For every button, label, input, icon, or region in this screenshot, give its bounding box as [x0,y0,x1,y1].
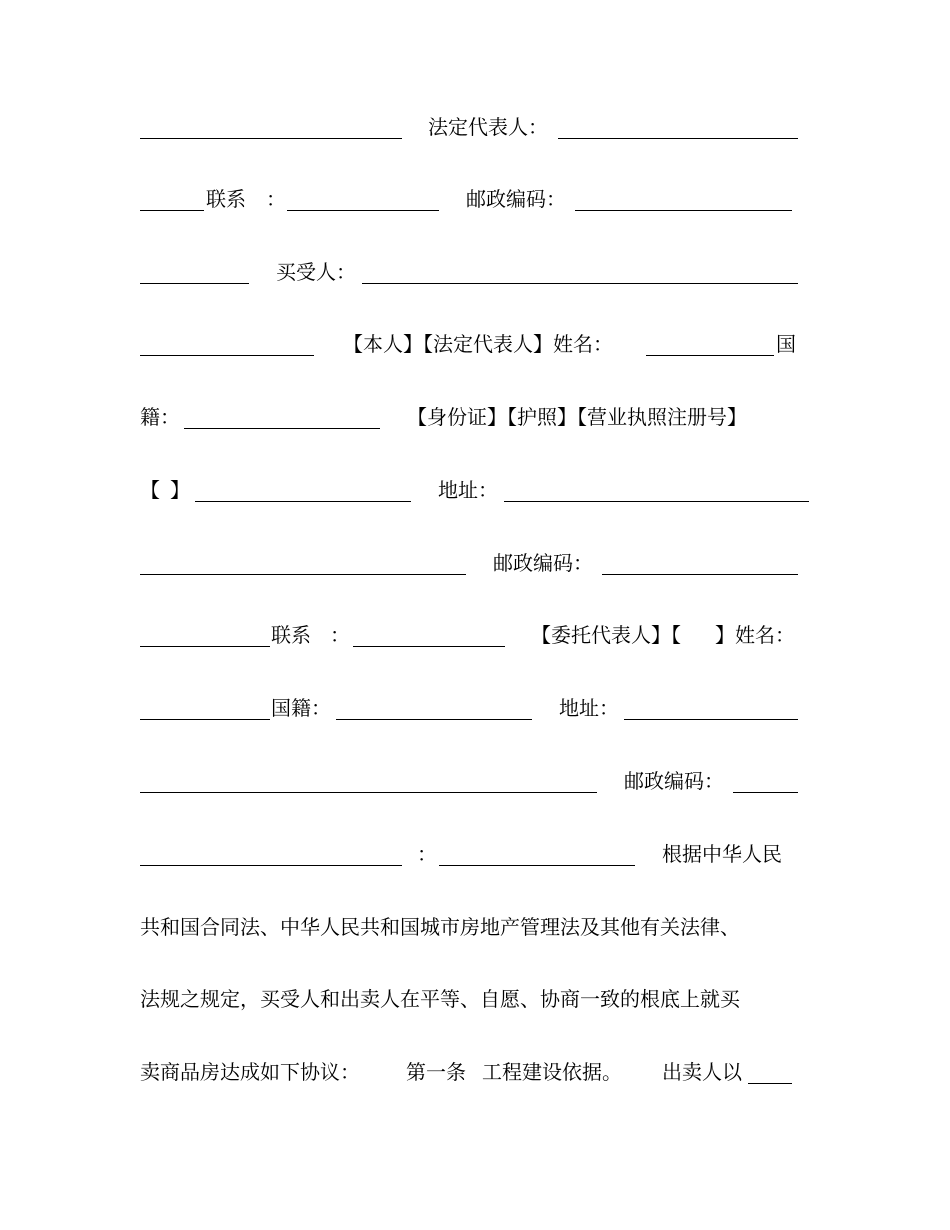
article-number: 第一条 [406,1060,466,1084]
agent-label: 【委托代表人】【 [531,623,681,647]
text-line [0,475,950,515]
contact-label: 联系 [271,623,311,647]
blank-line[interactable] [336,719,532,720]
colon-label: ： [266,187,286,211]
blank-line[interactable] [353,646,505,647]
postal-code-label: 邮政编码： [493,551,593,575]
blank-line[interactable] [575,210,792,211]
colon-label: ： [330,623,350,647]
blank-line[interactable] [184,428,380,429]
blank-line[interactable] [140,719,270,720]
text-line [0,184,950,224]
blank-line[interactable] [439,865,635,866]
nationality-label: 国籍： [271,696,331,720]
blank-line[interactable] [733,792,798,793]
paragraph-text: 根据中华人民 [662,842,782,866]
text-line [0,984,950,1024]
paragraph-text: 法规之规定，买受人和出卖人在平等、自愿、协商一致的根底上就买 [140,987,740,1011]
address-label: 地址： [559,696,619,720]
nationality-start-label: 国 [776,332,796,356]
blank-line[interactable] [362,283,798,284]
id-type-label: 【身份证】【护照】【营业执照注册号】 [407,405,747,429]
text-line [0,329,950,369]
text-line [0,257,950,297]
blank-line[interactable] [195,501,411,502]
agent-name-label: 】姓名： [715,623,795,647]
text-line [0,548,950,588]
blank-line[interactable] [624,719,798,720]
legal-representative-label: 法定代表人： [428,115,548,139]
blank-line[interactable] [140,355,314,356]
address-label: 地址： [438,478,498,502]
text-line [0,839,950,879]
text-line [0,766,950,806]
blank-line[interactable] [140,865,402,866]
text-line [0,912,950,952]
text-line [0,402,950,442]
text-line [0,1057,950,1097]
postal-code-label: 邮政编码： [466,187,566,211]
colon-label: ： [417,842,437,866]
bracket-open: 【 [140,478,160,502]
text-line [0,112,950,152]
blank-line[interactable] [140,138,402,139]
blank-line[interactable] [504,501,809,502]
postal-code-label: 邮政编码： [624,769,724,793]
blank-line[interactable] [558,138,798,139]
text-line [0,620,950,660]
paragraph-text: 出卖人以 [662,1060,742,1084]
blank-line[interactable] [140,210,204,211]
blank-line[interactable] [287,210,439,211]
blank-line[interactable] [140,646,270,647]
blank-line[interactable] [748,1083,792,1084]
paragraph-text: 卖商品房达成如下协议： [140,1060,360,1084]
nationality-end-label: 籍： [140,405,180,429]
blank-line[interactable] [602,574,798,575]
name-type-label: 【本人】【法定代表人】姓名： [343,332,613,356]
blank-line[interactable] [646,355,774,356]
blank-line[interactable] [140,574,466,575]
article-title: 工程建设依据。 [482,1060,622,1084]
blank-line[interactable] [140,792,597,793]
paragraph-text: 共和国合同法、中华人民共和国城市房地产管理法及其他有关法律、 [140,915,740,939]
text-line [0,693,950,733]
bracket-close: 】 [170,478,190,502]
buyer-label: 买受人： [276,260,356,284]
blank-line[interactable] [140,283,249,284]
contact-label: 联系 [206,187,246,211]
